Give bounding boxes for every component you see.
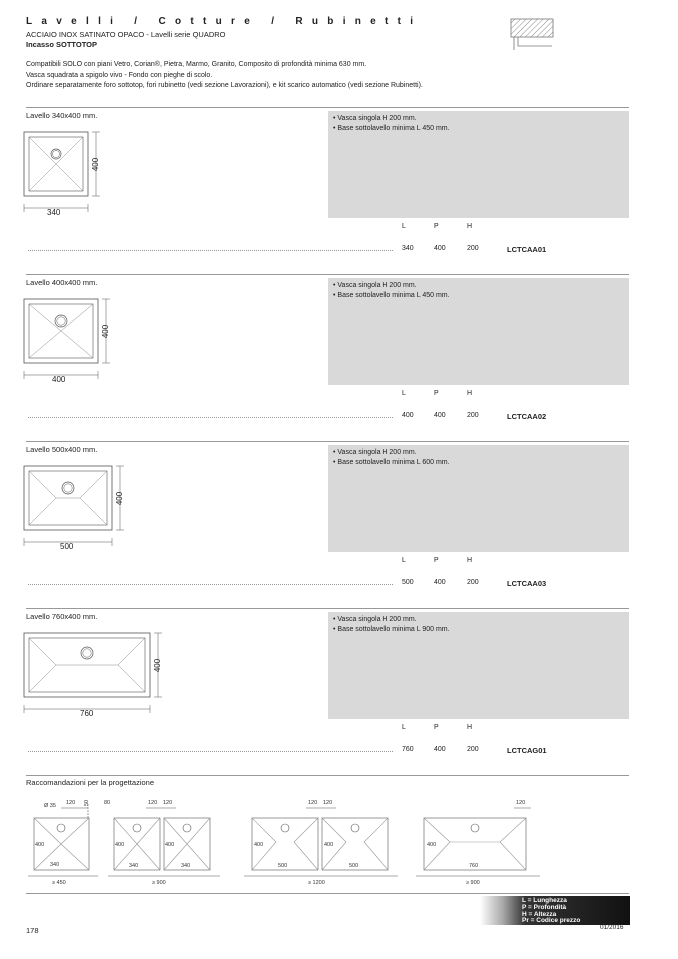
dim-120: 120 xyxy=(516,800,526,806)
header-h: H xyxy=(467,724,473,731)
installation-diagrams xyxy=(26,796,630,892)
header-l: L xyxy=(402,724,406,731)
value-p: 400 xyxy=(434,746,446,753)
product-label: Lavello 400x400 mm. xyxy=(26,278,98,287)
feature-item: • Vasca singola H 200 mm. xyxy=(333,282,417,289)
section-divider xyxy=(26,274,629,275)
header-h: H xyxy=(467,390,473,397)
legend-item: H = Altezza xyxy=(522,910,557,918)
product-code: LCTCAG01 xyxy=(507,746,547,755)
section-divider xyxy=(26,107,629,108)
dim-120: 120 xyxy=(148,800,158,806)
min-base: ≥ 900 xyxy=(466,880,480,886)
dim-400: 400 xyxy=(254,842,264,848)
product-label: Lavello 500x400 mm. xyxy=(26,445,98,454)
dimension-width: 760 xyxy=(80,709,94,718)
value-h: 200 xyxy=(467,245,479,252)
product-code: LCTCAA03 xyxy=(507,579,547,588)
min-base: ≥ 900 xyxy=(152,880,166,886)
section-divider xyxy=(26,893,629,894)
dim-width: 760 xyxy=(469,863,479,869)
intro-line: Ordinare separatamente foro sottotop, fori rubinetto (vedi sezione Lavorazioni), e kit scarico automatico (vedi sezione Rubinetti). xyxy=(26,82,423,89)
section-divider xyxy=(26,775,629,776)
header-p: P xyxy=(434,223,439,230)
header-h: H xyxy=(467,223,473,230)
header-p: P xyxy=(434,390,439,397)
feature-item: • Vasca singola H 200 mm. xyxy=(333,115,417,122)
page-title: Lavelli / Cotture / Rubinetti xyxy=(26,16,423,27)
dimension-height: 400 xyxy=(115,491,125,506)
feature-item: • Vasca singola H 200 mm. xyxy=(333,449,417,456)
min-base: ≥ 1200 xyxy=(308,880,325,886)
recommendations-title: Raccomandazioni per la progettazione xyxy=(26,778,154,787)
dimension-width: 400 xyxy=(52,375,66,384)
features-box xyxy=(328,111,629,218)
dotted-leader xyxy=(28,250,393,251)
value-l: 500 xyxy=(402,579,414,586)
sink-drawing-760 xyxy=(22,631,182,721)
value-l: 400 xyxy=(402,412,414,419)
feature-item: • Base sottolavello minima L 450 mm. xyxy=(333,125,450,132)
legend-item: Pr = Codice prezzo xyxy=(522,917,581,925)
dim-400: 400 xyxy=(165,842,175,848)
dim-400: 400 xyxy=(115,842,125,848)
dim-width: 340 xyxy=(129,863,139,869)
diam-label: Ø 35 xyxy=(44,803,56,809)
sink-drawing-500 xyxy=(22,464,142,554)
intro-line: Compatibili SOLO con piani Vetro, Corian®, Pietra, Marmo, Granito, Composito di profondità minima 630 mm. xyxy=(26,61,367,68)
features-box xyxy=(328,445,629,552)
value-p: 400 xyxy=(434,245,446,252)
dim-120: 120 xyxy=(308,800,318,806)
value-h: 200 xyxy=(467,579,479,586)
header-p: P xyxy=(434,557,439,564)
section-divider xyxy=(26,441,629,442)
feature-item: • Vasca singola H 200 mm. xyxy=(333,616,417,623)
sink-drawing-340 xyxy=(22,130,112,220)
header-p: P xyxy=(434,724,439,731)
value-p: 400 xyxy=(434,412,446,419)
legend-box xyxy=(480,896,630,925)
intro-text xyxy=(26,60,423,92)
dim-width: 340 xyxy=(50,862,60,868)
value-h: 200 xyxy=(467,746,479,753)
header-l: L xyxy=(402,390,406,397)
edition-date: 01/2016 xyxy=(600,924,624,931)
dim-width: 340 xyxy=(181,863,191,869)
min-base: ≥ 450 xyxy=(52,880,66,886)
section-divider xyxy=(26,608,629,609)
dim-120: 120 xyxy=(163,800,173,806)
header-h: H xyxy=(467,557,473,564)
countertop-section-icon xyxy=(510,18,554,52)
product-label: Lavello 760x400 mm. xyxy=(26,612,98,621)
value-l: 760 xyxy=(402,746,414,753)
dotted-leader xyxy=(28,417,393,418)
dim-120: 120 xyxy=(66,800,76,806)
feature-item: • Base sottolavello minima L 900 mm. xyxy=(333,626,450,633)
subtitle-material: ACCIAIO INOX SATINATO OPACO - Lavelli serie QUADRO xyxy=(26,30,226,39)
dimension-height: 400 xyxy=(153,658,163,673)
header-l: L xyxy=(402,557,406,564)
dim-width: 500 xyxy=(278,863,288,869)
feature-item: • Base sottolavello minima L 600 mm. xyxy=(333,459,450,466)
value-p: 400 xyxy=(434,579,446,586)
dimension-width: 500 xyxy=(60,542,74,551)
product-code: LCTCAA02 xyxy=(507,412,547,421)
dimension-height: 400 xyxy=(101,324,111,339)
features-box xyxy=(328,612,629,719)
feature-item: • Base sottolavello minima L 450 mm. xyxy=(333,292,450,299)
product-label: Lavello 340x400 mm. xyxy=(26,111,98,120)
legend-item: L = Lunghezza xyxy=(522,897,567,904)
dimension-height: 400 xyxy=(91,157,101,172)
dim-400: 400 xyxy=(35,842,45,848)
legend-item: P = Profondità xyxy=(522,903,567,911)
product-code: LCTCAA01 xyxy=(507,245,547,254)
subtitle-type: Incasso SOTTOTOP xyxy=(26,40,97,49)
value-l: 340 xyxy=(402,245,414,252)
header-l: L xyxy=(402,223,406,230)
dim-50: 50 xyxy=(84,799,90,806)
features-box xyxy=(328,278,629,385)
sink-drawing-400 xyxy=(22,297,122,387)
dotted-leader xyxy=(28,584,393,585)
dimension-width: 340 xyxy=(47,208,61,217)
dim-80: 80 xyxy=(104,800,111,806)
dim-400: 400 xyxy=(427,842,437,848)
page-number: 178 xyxy=(26,926,39,935)
value-h: 200 xyxy=(467,412,479,419)
dim-width: 500 xyxy=(349,863,359,869)
dim-120: 120 xyxy=(323,800,333,806)
intro-line: Vasca squadrata a spigolo vivo - Fondo con pieghe di scolo. xyxy=(26,71,213,79)
dim-400: 400 xyxy=(324,842,334,848)
dotted-leader xyxy=(28,751,393,752)
